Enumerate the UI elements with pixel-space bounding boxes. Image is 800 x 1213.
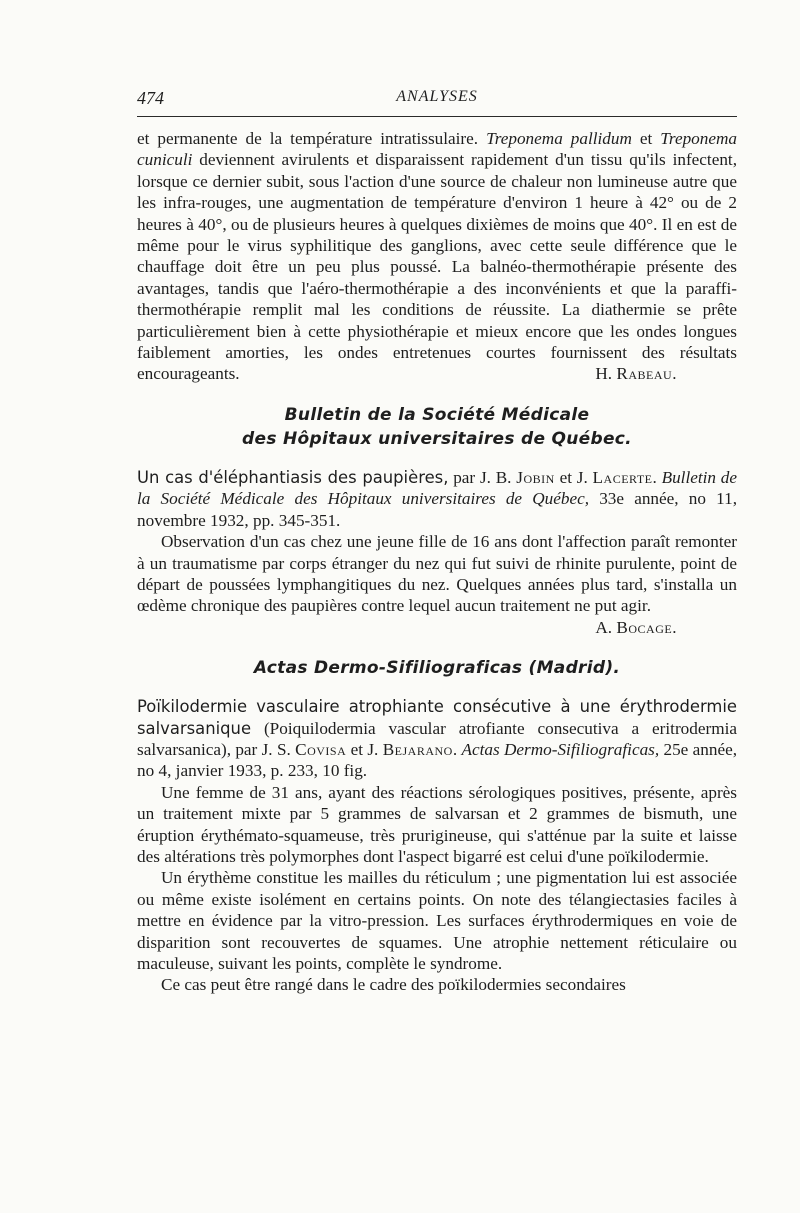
species-name: Treponema pallidum <box>486 129 632 148</box>
text-run: et J. <box>346 739 383 759</box>
species-name: Treponema cuniculi <box>137 129 737 170</box>
journal-name: Bulletin de la Société Médicale des Hôpitaux universitaires de Québec, <box>137 467 738 509</box>
article-body: Une femme de 31 ans, ayant des réactions sérologiques positives, présente, après un traitement mixte par 5 grammes de salvarsan et 2 grammes de bismuth, une éruption érythémato-squameuse, très prurigineuse, qui s'atténue par la suite et laisse des altérations très polymorphes dont l'aspect bigarré est celui d'une poïkilodermie. <box>137 782 737 866</box>
article-body: Observation d'un cas chez une jeune fille de 16 ans dont l'affection paraît remonter à un traumatisme par corps étranger du nez qui fut suivi de rhinite purulente, point de départ de poussées lymphangitiques du nez. Quelques années plus tard, s'installa un œdème chronique des paupières contre lequel aucun traitement ne put agir. <box>137 532 737 616</box>
text-run: deviennent avirulents et disparaissent rapidement d'un tissu qu'ils infectent, lorsque ce dernier subit, sous l'action d'une source de chaleur non lumineuse autre que les infra-rouges, une augmentation de température d'environ 1 heure à 42° ou de 2 heures à 40°, ou de plusieurs heures à quelques dixièmes de moins que 40°. Il en est de même pour le virus syphilitique des ganglions, avec cette seule différence que le chauffage doit être un peu plus poussé. La balnéo-thermothérapie présente des avantages, tandis que l'aéro-thermothérapie a des inconvénients et que la paraffi-thermothérapie remplit mal les conditions de réussite. La diathermie se prête particulièrement bien à cette physiothérapie et mieux encore que les ondes longues faiblement amorties, les ondes entretenues courtes fournissent des résultats encourageants. <box>137 150 737 384</box>
article-title: Un cas d'éléphantiasis des paupières, <box>137 467 449 487</box>
article-body: Ce cas peut être rangé dans le cadre des poïkilodermies secondaires <box>161 975 626 995</box>
page-number: 474 <box>137 88 164 108</box>
article-title: Poïkilodermie vasculaire atrophiante consécutive à une érythrodermie salvarsanique <box>137 697 737 738</box>
signature-surname: Bocage. <box>616 617 677 637</box>
author-name: Jobin <box>516 467 555 487</box>
document-page <box>137 88 737 996</box>
journal-heading-line: Bulletin de la Société Médicale <box>284 404 590 425</box>
signature-initial: H. <box>595 364 617 384</box>
text-run: 33e année, no 11, novembre 1932, pp. 345-351. <box>137 489 737 530</box>
text-run: et <box>631 129 661 148</box>
text-run: (Poiquilodermia vascular atrofiante consecutiva a eritrodermia salvarsanica), par J. S. <box>137 718 737 759</box>
text-run: 25e année, no 4, janvier 1933, p. 233, 10 fig. <box>137 739 738 781</box>
journal-name: Actas Dermo-Sifiliograficas, <box>461 739 660 759</box>
author-name: Lacerte <box>592 467 653 487</box>
signature-rabeau <box>595 363 677 384</box>
paragraph-continuation <box>137 128 737 385</box>
text-run: par J. B. <box>448 467 517 487</box>
signature-surname: Rabeau. <box>616 364 677 384</box>
text-run: et J. <box>554 467 593 487</box>
author-name: Covisa <box>295 739 347 759</box>
article-body: Un érythème constitue les mailles du réticulum ; une pigmentation lui est associée ou même existe isolément en certains points. On note des télangiectasies faciles à mettre en évidence par la vitro-pression. Les surfaces érythrodermiques en voie de disparition sont recouvertes de squames. Une atrophie nettement réticulaire ou maculeuse, suivant les points, complète le syndrome. <box>137 868 737 973</box>
running-title: ANALYSES <box>396 88 478 105</box>
author-name: Bejarano <box>382 739 453 759</box>
text-run: . <box>652 467 662 487</box>
running-head <box>137 88 737 110</box>
journal-heading-madrid <box>137 656 737 680</box>
journal-heading-line: des Hôpitaux universitaires de Québec. <box>242 428 632 449</box>
article-reference <box>137 696 737 782</box>
journal-heading-line: Actas Dermo-Sifiliograficas (Madrid). <box>253 658 621 679</box>
journal-heading-quebec <box>137 403 737 451</box>
text-run: et permanente de la température intratissulaire. <box>137 129 487 148</box>
signature-initial: A. <box>595 617 617 637</box>
text-run: . <box>452 739 462 759</box>
signature-bocage <box>137 617 737 638</box>
article-reference <box>137 467 737 531</box>
header-rule <box>137 116 737 117</box>
